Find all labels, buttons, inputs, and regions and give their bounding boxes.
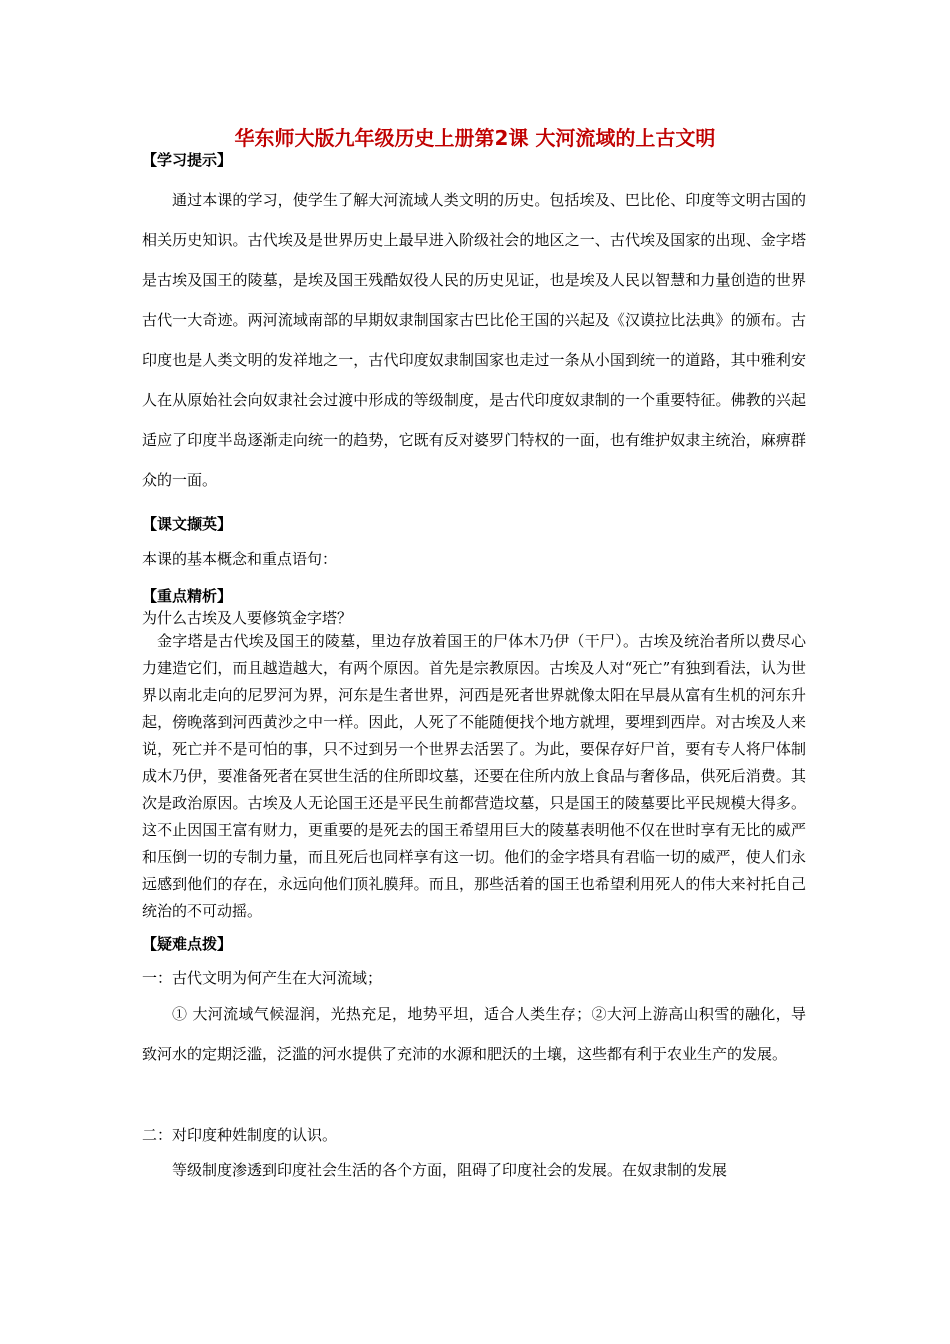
- difficult-question-2: 二：对印度种姓制度的认识。: [142, 1126, 338, 1144]
- section-heading-key-points: 【重点精析】: [142, 587, 233, 605]
- document-title: 华东师大版九年级历史上册第2课 大河流域的上古文明: [234, 126, 716, 150]
- excerpt-text: 本课的基本概念和重点语句：: [142, 550, 338, 568]
- difficult-answer-2: 等级制度渗透到印度社会生活的各个方面，阻碍了印度社会的发展。在奴隶制的发展: [172, 1161, 728, 1179]
- key-points-question: 为什么古埃及人要修筑金字塔？: [142, 609, 353, 627]
- key-points-paragraph: 金字塔是古代埃及国王的陵墓，里边存放着国王的尸体木乃伊（干尸）。古埃及统治者所以费尽心力建造它们，而且越造越大，有两个原因。首先是宗教原因。古埃及人对“死亡”有独到看法，认为世界以南北走向的尼罗河为界，河东是生者世界，河西是死者世界就像太阳在早晨从富有生机的河东升起，傍晚落到河西黄沙之中一样。因此，人死了不能随便找个地方就埋，要埋到西岸。对古埃及人来说，死亡并不是可怕的事，只不过到另一个世界去活罢了。为此，要保存好尸首，要有专人将尸体制成木乃伊，要准备死者在冥世生活的住所即坟墓，还要在住所内放上食品与奢侈品，供死后消费。其次是政治原因。古埃及人无论国王还是平民生前都营造坟墓，只是国王的陵墓要比平民规模大得多。这不止因国王富有财力，更重要的是死去的国王希望用巨大的陵墓表明他不仅在世时享有无比的威严和压倒一切的专制力量，而且死后也同样享有这一切。他们的金字塔具有君临一切的威严，使人们永远感到他们的存在，永远向他们顶礼膜拜。而且，那些活着的国王也希望利用死人的伟大来衬托自己统治的不可动摇。: [142, 632, 806, 920]
- section-heading-excerpt: 【课文撷英】: [142, 515, 233, 533]
- section-heading-difficult: 【疑难点拨】: [142, 935, 233, 953]
- difficult-answer-1: ① 大河流域气候湿润，光热充足，地势平坦，适合人类生存；②大河上游高山积雪的融化，导致河水的定期泛滥，泛滥的河水提供了充沛的水源和肥沃的土壤，这些都有利于农业生产的发展。: [142, 1005, 806, 1063]
- tips-paragraph: 通过本课的学习，使学生了解大河流域人类文明的历史。包括埃及、巴比伦、印度等文明古国的相关历史知识。古代埃及是世界历史上最早进入阶级社会的地区之一、古代埃及国家的出现、金字塔是古埃及国王的陵墓，是埃及国王残酷奴役人民的历史见证，也是埃及人民以智慧和力量创造的世界古代一大奇迹。两河流域南部的早期奴隶制国家古巴比伦王国的兴起及《汉谟拉比法典》的颁布。古印度也是人类文明的发祥地之一，古代印度奴隶制国家也走过一条从小国到统一的道路，其中雅利安人在从原始社会向奴隶社会过渡中形成的等级制度，是古代印度奴隶制的一个重要特征。佛教的兴起适应了印度半岛逐渐走向统一的趋势，它既有反对婆罗门特权的一面，也有维护奴隶主统治，麻痹群众的一面。: [142, 191, 806, 489]
- difficult-question-1: 一：古代文明为何产生在大河流域；: [142, 969, 383, 987]
- section-heading-tips: 【学习提示】: [142, 151, 233, 169]
